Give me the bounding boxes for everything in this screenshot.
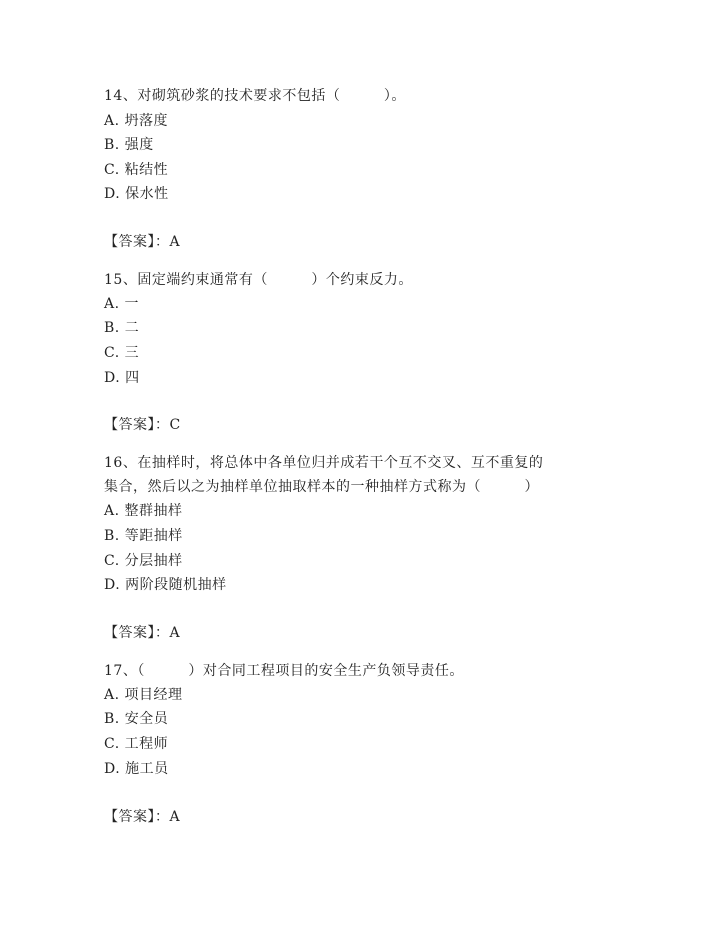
question-15-stem: 15、固定端约束通常有（ ）个约束反力。 [104, 272, 413, 288]
question-16-option-c: C. 分层抽样 [104, 553, 183, 569]
question-16-option-a: A. 整群抽样 [104, 503, 183, 519]
question-14-stem: 14、对砌筑砂浆的技术要求不包括（ ）。 [104, 88, 406, 104]
question-15-option-c: C. 三 [104, 345, 140, 361]
question-17-option-c: C. 工程师 [104, 736, 169, 752]
question-16-stem-line-1: 16、在抽样时，将总体中各单位归并成若干个互不交叉、互不重复的 [104, 455, 544, 471]
question-14-option-d: D. 保水性 [104, 186, 169, 202]
question-17-option-d: D. 施工员 [104, 761, 169, 777]
question-17-stem: 17、（ ）对合同工程项目的安全生产负领导责任。 [104, 663, 464, 679]
question-14-option-a: A. 坍落度 [104, 113, 169, 129]
question-16-answer: 【答案】：A [104, 625, 181, 641]
question-16-stem-line-2: 集合，然后以之为抽样单位抽取样本的一种抽样方式称为（ ） [104, 479, 539, 495]
question-14-option-b: B. 强度 [104, 137, 154, 153]
question-17-option-b: B. 安全员 [104, 711, 169, 727]
question-17-option-a: A. 项目经理 [104, 687, 183, 703]
question-15-answer: 【答案】：C [104, 417, 181, 433]
question-15-option-a: A. 一 [104, 296, 140, 312]
question-15-option-b: B. 二 [104, 320, 140, 336]
question-14-answer: 【答案】：A [104, 234, 181, 250]
question-16-option-b: B. 等距抽样 [104, 528, 183, 544]
question-17-answer: 【答案】：A [104, 809, 181, 825]
question-15-option-d: D. 四 [104, 370, 140, 386]
question-14-option-c: C. 粘结性 [104, 162, 169, 178]
question-16-option-d: D. 两阶段随机抽样 [104, 577, 227, 593]
